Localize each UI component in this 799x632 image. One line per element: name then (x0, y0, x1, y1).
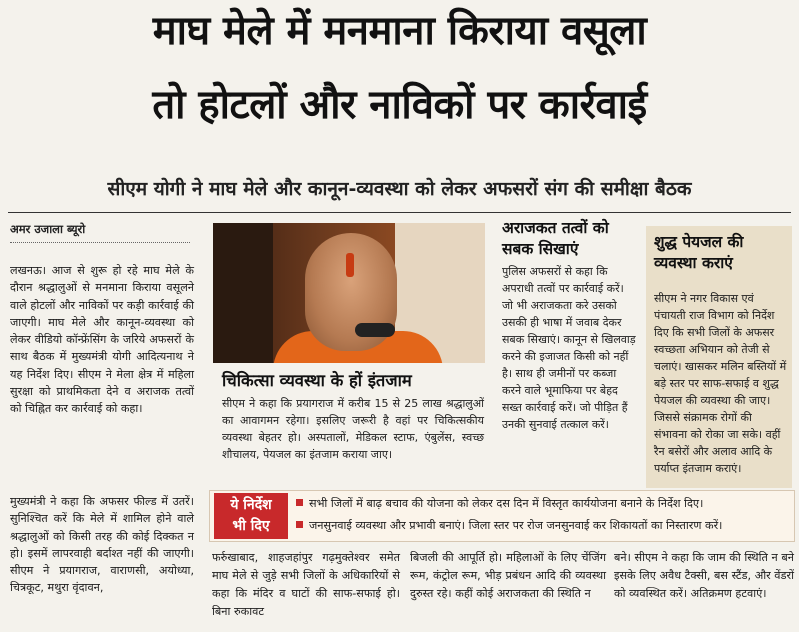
directives-label-line-2: भी दिए (232, 518, 270, 534)
article-paragraph-1: लखनऊ। आज से शुरू हो रहे माघ मेले के दौरान श्रद्धालुओं से मनमाना किराया वसूलने वाले होटलों और नाविकों पर कड़ी कार्रवाई की जाएगी। माघ मेले और कानून-व्यवस्था को लेकर वीडियो कॉन्फ्रेंसिंग के जरिये अफसरों के साथ बैठक में मुख्यमंत्री योगी आदित्यनाथ ने यह निर्देश दिए। सीएम ने मेला क्षेत्र में महिला सुरक्षा को प्राथमिकता देने व अराजक तत्वों को चिह्नित कर कार्रवाई को कहा। (10, 264, 194, 416)
bottom-column-3: बने। सीएम ने कहा कि जाम की स्थिति न बने इसके लिए अवैध टैक्सी, बस स्टैंड, और वेंडरों को व्यवस्थित करें। अतिक्रमण हटवाएं। (614, 551, 794, 600)
photo-tilak (346, 253, 354, 277)
cm-photo (213, 223, 485, 363)
medical-section-body: सीएम ने कहा कि प्रयागराज में करीब 15 से 25 लाख श्रद्धालुओं का आवागमन रहेगा। इसलिए जरूरी है वहां पर चिकित्सकीय व्यवस्था बेहतर हो। अस्पतालों, मेडिकल स्टाफ, एंबुलेंस, स्वच्छ शौचालय, पेयजल का इंतजाम कराया जाए। (222, 397, 484, 461)
headline-line-2: तो होटलों और नाविकों पर कार्रवाई (152, 82, 647, 128)
photo-background-left (213, 223, 273, 363)
directives-label-line-1: ये निर्देश (230, 497, 272, 513)
square-bullet-icon (296, 499, 303, 506)
directive-text: सभी जिलों में बाढ़ बचाव की योजना को लेकर दस दिन में विस्तृत कार्ययोजना बनाने के निर्देश दिए। (309, 497, 704, 510)
law-order-body: पुलिस अफसरों से कहा कि अपराधी तत्वों पर कार्रवाई करें। जो भी अराजकता करे उसको उसकी ही भाषा में जवाब देकर सबक सिखाएं। कानून से खिलवाड़ करने की इजाजत किसी को नहीं है। साथ ही जमीनों पर कब्जा करने वाले भूमाफिया पर बेहद सख्त कार्रवाई करें। जो पीड़ित हैं उनकी सुनवाई तत्काल करें। (502, 265, 636, 431)
byline-divider (10, 242, 190, 243)
article-column-1 (10, 262, 194, 418)
subheadline: सीएम योगी ने माघ मेले और कानून-व्यवस्था को लेकर अफसरों संग की समीक्षा बैठक (107, 178, 692, 200)
directives-label (214, 493, 288, 539)
directive-text: जनसुनवाई व्यवस्था और प्रभावी बनाएं। जिला स्तर पर रोज जनसुनवाई कर शिकायतों का निस्तारण करें। (309, 519, 723, 532)
byline: अमर उजाला ब्यूरो (10, 222, 86, 236)
sidebar-heading: शुद्ध पेयजल की व्यवस्था कराएं (654, 233, 744, 272)
bottom-column-1: फर्रुखाबाद, शाहजहांपुर गढ़मुक्तेश्वर समेत माघ मेले से जुड़े सभी जिलों के अधिकारियों से कहा कि मंदिर व घाटों की साफ-सफाई हो। बिना रुकावट (212, 551, 400, 618)
photo-section-heading: चिकित्सा व्यवस्था के हों इंतजाम (222, 371, 412, 390)
top-divider (8, 212, 791, 213)
headline-line-1: माघ मेले में मनमाना किराया वसूला (152, 8, 647, 54)
microphone-icon (355, 323, 395, 337)
bottom-column-2: बिजली की आपूर्ति हो। महिलाओं के लिए चेंजिंग रूम, कंट्रोल रूम, भीड़ प्रबंधन आदि की व्यवस्था दुरुस्त रहे। कहीं कोई अराजकता की स्थिति न (410, 551, 606, 600)
sidebar-body: सीएम ने नगर विकास एवं पंचायती राज विभाग को निर्देश दिए कि सभी जिलों के अफसर स्वच्छता अभियान को तेजी से चलाएं। खासकर मलिन बस्तियों में बड़े स्तर पर साफ-सफाई व शुद्ध पेयजल की व्यवस्था की जाए। जिससे संक्रामक रोगों की संभावना को रोका जा सके। वहीं रैन बसेरों और अलाव आदि के पर्याप्त इंतजाम कराएं। (654, 292, 787, 475)
law-order-heading: अराजकत तत्वों को सबक सिखाएं (502, 219, 609, 258)
square-bullet-icon (296, 521, 303, 528)
article-column-1-continued (10, 493, 194, 597)
article-paragraph-2: मुख्यमंत्री ने कहा कि अफसर फील्ड में उतरें। सुनिश्चित करें कि मेले में शामिल होने वाले श्रद्धालुओं को किसी तरह की कोई दिक्कत न हो। इसमें लापरवाही बर्दाश्त नहीं की जाएगी। सीएम ने प्रयागराज, वाराणसी, अयोध्या, चित्रकूट, मथुरा वृंदावन, (10, 495, 194, 595)
directive-item (296, 517, 722, 535)
directive-item (296, 495, 703, 513)
